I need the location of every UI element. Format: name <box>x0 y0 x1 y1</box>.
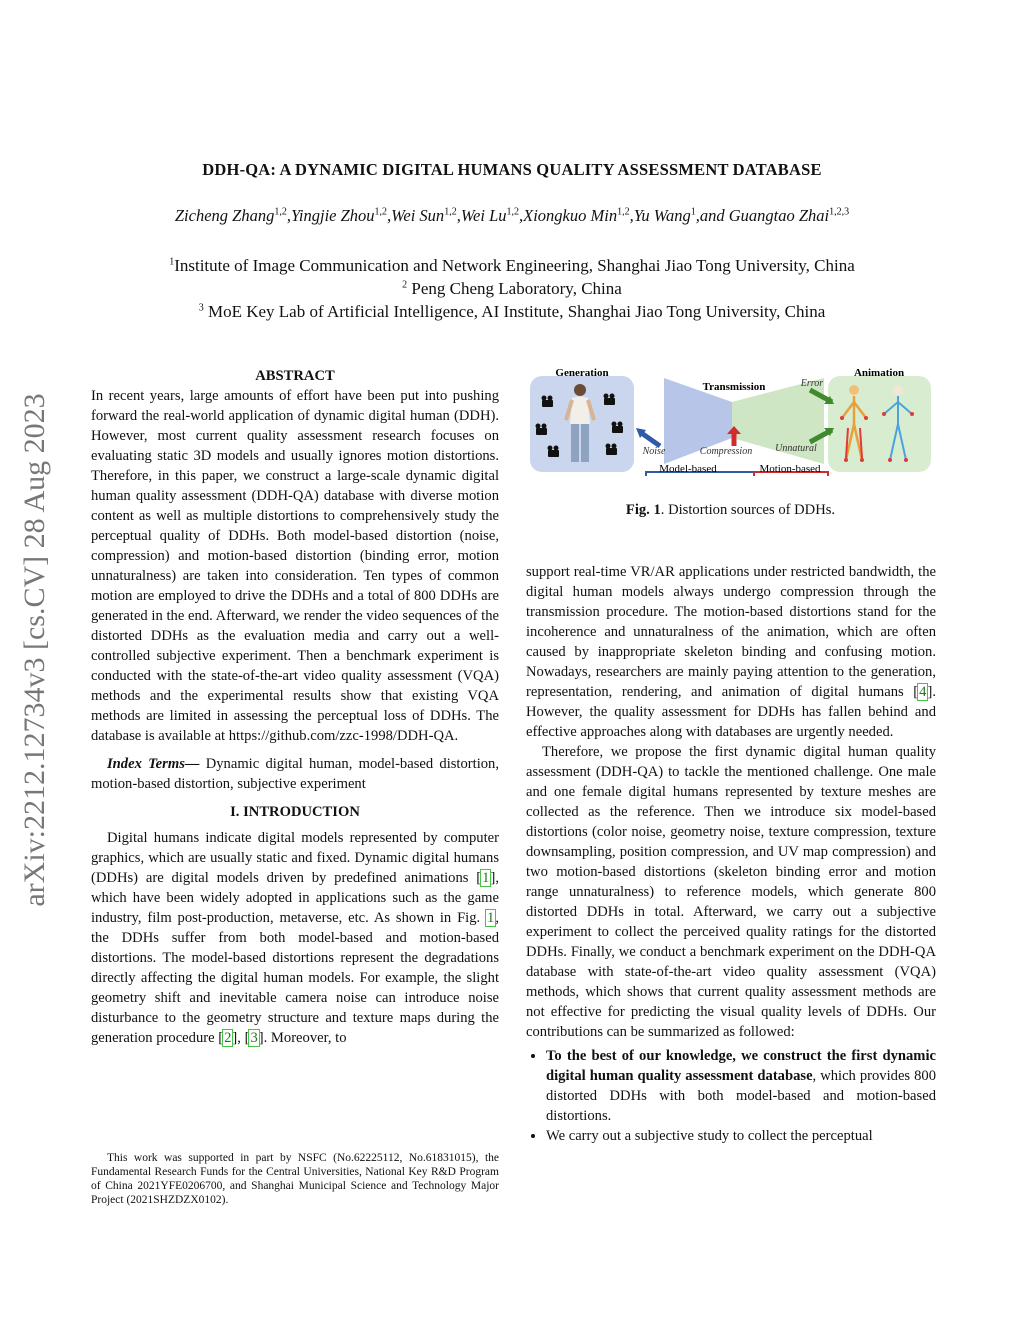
author: Wei Sun$^{1,2}$ <box>391 206 457 225</box>
footnote: This work was supported in part by NSFC (No.62225112, No.61831015), the Fundamental Research Funds for the Central Universities, National Key R&D Program of China 2021YFE0206700, and Shanghai Municipal Science and Technology Major Project (2021SHZDZX0102). <box>91 1152 499 1206</box>
author-list: Zicheng Zhang$^{1,2}$,Yingjie Zhou$^{1,2}$,Wei Sun$^{1,2}$,Wei Lu$^{1,2}$,Xiongkuo Min$^{1,2}$,Yu Wang$^1$,and Guangtao Zhai$^{1,2,3}$ <box>174 206 850 225</box>
intro-heading: I. INTRODUCTION <box>230 804 360 820</box>
figure-1 <box>528 368 933 486</box>
citation-link[interactable]: 3 <box>250 1030 258 1046</box>
abstract-text: In recent years, large amounts of effort have been put into pushing forward the real-world application of dynamic digital human (DDH). However, most current quality assessment research focuses on evaluating static 3D models and usually ignores motion distortions. Therefore, in this paper, we construct a large-scale dynamic digital human quality assessment (DDH-QA) database with diverse motion content as well as multiple distortions to comprehensively study the perceptual quality of DDHs. Both model-based distortion (noise, compression) and motion-based distortion (binding error, motion unnaturalness) are taken into consideration. Ten types of common motion are employed to drive the DDHs and a total of 800 DDHs are generated in the end. Afterward, we render the video sequences of the distorted DDHs as the evaluation media and carry out a well-controlled subjective experiment. Then a benchmark experiment is conducted with the state-of-the-art video quality assessment (VQA) methods and the experimental results show that existing VQA methods are limited in assessing the perceptual loss of DDHs. The database is available at https://github.com/zzc-1998/DDH-QA. <box>91 388 499 744</box>
author: and Guangtao Zhai$^{1,2,3}$ <box>699 206 850 225</box>
right-paragraph-2: Therefore, we propose the first dynamic digital human quality assessment (DDH-QA) to tackle the mentioned challenge. One male and one female digital humans represented by texture meshes are collected as the reference. Then we introduce six model-based distortions (color noise, geometry noise, texture compression, texture downsampling, position compression, and UV map compression) and two motion-based distortions (skeleton binding error and motion range unnaturalness) to reference models, which generate 800 distorted DDHs in total. Afterward, we carry out a subjective experiment to collect the perceived quality ratings for the distorted DDHs. Finally, we conduct a benchmark experiment on the DDH-QA database with state-of-the-art video quality assessment (VQA) methods, which shows that current quality assessment methods are not effective for predicting the visual quality levels of DDHs. Our contributions can be summarized as followed: <box>526 744 936 1040</box>
label-unnatural: Unnatural <box>775 443 817 454</box>
contribution-list <box>526 1046 936 1146</box>
arxiv-side-label <box>10 350 60 950</box>
figure-caption: Fig. 1. Distortion sources of DDHs. <box>625 502 836 518</box>
contribution-item: • To the best of our knowledge, we construct the first dynamic digital human quality assessment database, which provides 800 distorted DDHs with both model-based and motion-based distortions. <box>546 1046 936 1126</box>
citation-link[interactable]: 2 <box>224 1030 232 1046</box>
affiliation-2: $^2$ Peng Cheng Laboratory, China <box>402 279 622 298</box>
paper-title: DDH-QA: A DYNAMIC DIGITAL HUMANS QUALITY ASSESSMENT DATABASE <box>202 160 822 179</box>
citation-link[interactable]: 4 <box>919 684 927 700</box>
affiliation-1: $^1$Institute of Image Communication and Network Engineering, Shanghai Jiao Tong University, China <box>169 256 855 275</box>
label-transmission: Transmission <box>702 381 766 393</box>
figure-link[interactable]: 1 <box>487 910 495 926</box>
label-error: Error <box>800 378 824 389</box>
contribution-item: • We carry out a subjective study to collect the perceptual <box>546 1126 936 1146</box>
intro-paragraph: Digital humans indicate digital models represented by computer graphics, which are usually static and fixed. Dynamic digital humans (DDHs) are digital models driven by predefined animations [1], which have been widely adopted in applications such as the game industry, film post-production, metaverse, etc. As shown in Fig. 1, the DDHs suffer from both model-based and motion-based distortions. The model-based distortions represent the degradations directly affecting the digital human models. For example, the slight geometry shift and inevitable camera noise can introduce noise disturbance to the geometry structure and texture maps during the generation procedure [2], [3]. Moreover, to <box>91 830 499 1046</box>
arxiv-id-text: arXiv:2212.12734v3 [cs.CV] 28 Aug 2023 <box>18 393 51 907</box>
label-noise: Noise <box>642 446 666 457</box>
noise-arrow <box>640 432 660 446</box>
label-animation: Animation <box>853 368 905 379</box>
author: Xiongkuo Min$^{1,2}$ <box>523 206 630 225</box>
label-compression: Compression <box>699 446 753 457</box>
index-terms: Index Terms— Dynamic digital human, model-based distortion, motion-based distortion, subjective experiment <box>91 756 499 792</box>
author: Zicheng Zhang$^{1,2}$ <box>174 206 287 225</box>
right-column <box>526 562 936 1146</box>
author: Wei Lu$^{1,2}$ <box>460 206 520 225</box>
abstract-heading: ABSTRACT <box>255 368 335 384</box>
right-paragraph-1: support real-time VR/AR applications under restricted bandwidth, the digital human models always undergo compression through the transmission procedure. The motion-based distortions stand for the incoherence and unnaturalness of the animation, which are often caused by inappropriate skeleton binding and confusing motion. Nowadays, researchers are mainly paying attention to the generation, representation, rendering, and animation of digital humans [4]. However, the quality assessment for DDHs has fallen behind and effective approaches along with databases are urgently needed. <box>526 564 936 740</box>
left-column <box>91 366 499 1048</box>
author: Yingjie Zhou$^{1,2}$ <box>290 206 388 225</box>
distortion-sources-diagram <box>528 368 933 486</box>
citation-link[interactable]: 1 <box>482 870 490 886</box>
affiliation-3: $^3$ MoE Key Lab of Artificial Intelligence, AI Institute, Shanghai Jiao Tong University, China <box>198 302 826 321</box>
label-model-based: Model-based <box>659 463 717 475</box>
label-generation: Generation <box>555 368 609 379</box>
label-motion-based: Motion-based <box>759 463 821 475</box>
author: Yu Wang$^1$ <box>633 206 696 225</box>
animation-panel <box>828 376 931 472</box>
